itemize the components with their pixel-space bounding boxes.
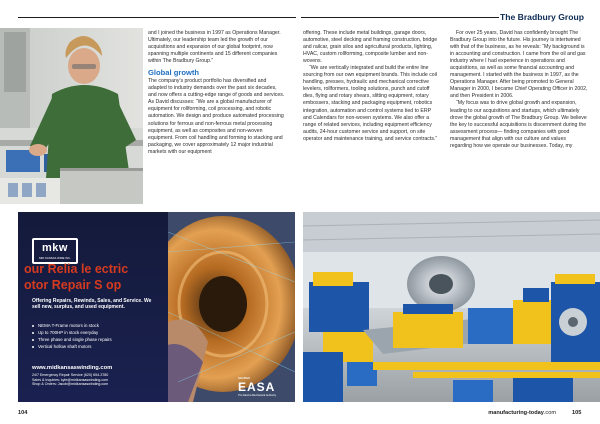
article-column-1 bbox=[148, 30, 285, 156]
paragraph: offering. These include metal buildings, garage doors, automotive, steel decking and framing construction, bridge and railcar, grain silos and agricultural products, lighting, HVAC, custom rollforming, composite lumber and non-wovens. bbox=[303, 30, 438, 65]
ad-bullet-list bbox=[32, 322, 152, 350]
header-rule-right bbox=[301, 17, 499, 18]
article-column-3 bbox=[450, 30, 588, 150]
list-item: Up to 700HP in stock everyday bbox=[32, 329, 152, 336]
brand-title: The Bradbury Group bbox=[499, 12, 584, 22]
worker-photo bbox=[0, 28, 143, 204]
list-item: Three phase and single phase repairs bbox=[32, 336, 152, 343]
list-item: NEMA T-Frame motors in stock bbox=[32, 322, 152, 329]
ad-headline-line-1: our Relia le ectric bbox=[24, 262, 129, 276]
paragraph: For over 25 years, David has confidently brought The Bradbury Group into the future. His journey is intertwined with that of the business, as he reveals: “My background is in accounting and construction. I came from the oil and gas industry where I had experience in operations and acquisitions, as well as some financial accounting and management. I started with the business in 1997, as the Operations Manager. After being promoted to General Manager in 2000, I became Chief Operating Officer in 2002, and then President in 2006. bbox=[450, 30, 588, 100]
paragraph: The company’s product portfolio has diversified and adapted to industry demands over the past six decades, and now offers a cutting-edge range of goods and services. As David discusses: “We are a global manufacturer of equipment for rollforming, coil processing, and robotic automation. We design and produce automated processing solutions for ferrous and non-ferrous metal processing equipment, as well as composites and non-woven equipment. From coil handling and forming to stacking and packaging, we cover approximately 12 major industrial markets with our equipment bbox=[148, 78, 285, 155]
paragraph: and I joined the business in 1997 as Operations Manager. Ultimately, our leadership team led the growth of our acquisitions and expansion of our global footprint, now spanning multiple continents and 15 different companies within The Bradbury Group.” bbox=[148, 30, 281, 65]
ad-website-link[interactable]: www.midkansaswinding.com bbox=[32, 365, 113, 371]
list-item: Vertical hollow shaft motors bbox=[32, 343, 152, 350]
page-number-left: 104 bbox=[18, 410, 28, 416]
ad-offer-text: Offering Repairs, Rewinds, Sales, and Service. We sell new, surplus, and used equipment. bbox=[32, 298, 152, 311]
section-heading: Global growth bbox=[148, 68, 200, 78]
paragraph: “My focus was to drive global growth and expansion, leading to our acquisitions and startups, which ultimately drove the global growth of The Bradbury Group. We believe the key to successful acquisitions is discernment during the assessment process— finding companies with good management that align with our culture and values regarding how we operate our businesses. Today, my bbox=[450, 100, 587, 149]
ad-contact-info: 24/7 Emergency Repair Service (620) 654-3780 Sales & Inquiries: kyle@midkansaswinding.com Shop & Orders: Jacob@midkansaswinding.com bbox=[32, 373, 109, 387]
mkw-logo: mkw MID KANSAS WIRE INC. bbox=[32, 238, 78, 264]
header-rule-left bbox=[18, 17, 296, 18]
site-url[interactable]: manufacturing-today.com bbox=[488, 410, 556, 416]
page-number-right: 105 bbox=[572, 410, 582, 416]
paragraph: “We are vertically integrated and build the entire line sourcing from our own equipment brands. This include coil handling, presses, hydraulic and mechanical corrective levelers, rollformers, tooling solutions, punch and cutoff dies, flying and rotary shears, slitting equipment, rotary embossers, stacking and packaging equipment, robotics integration, automation and control systems tied to ERP and Calendars for non-woven systems. We also offer a range of related services, including equipment efficiency audits, 24-hour customer service and support, on site operator and maintenance training, and service contracts.” bbox=[303, 65, 438, 142]
article-column-2 bbox=[303, 30, 440, 143]
factory-machinery-photo bbox=[303, 212, 600, 402]
ad-headline-line-2: otor Repair S op bbox=[24, 278, 122, 292]
